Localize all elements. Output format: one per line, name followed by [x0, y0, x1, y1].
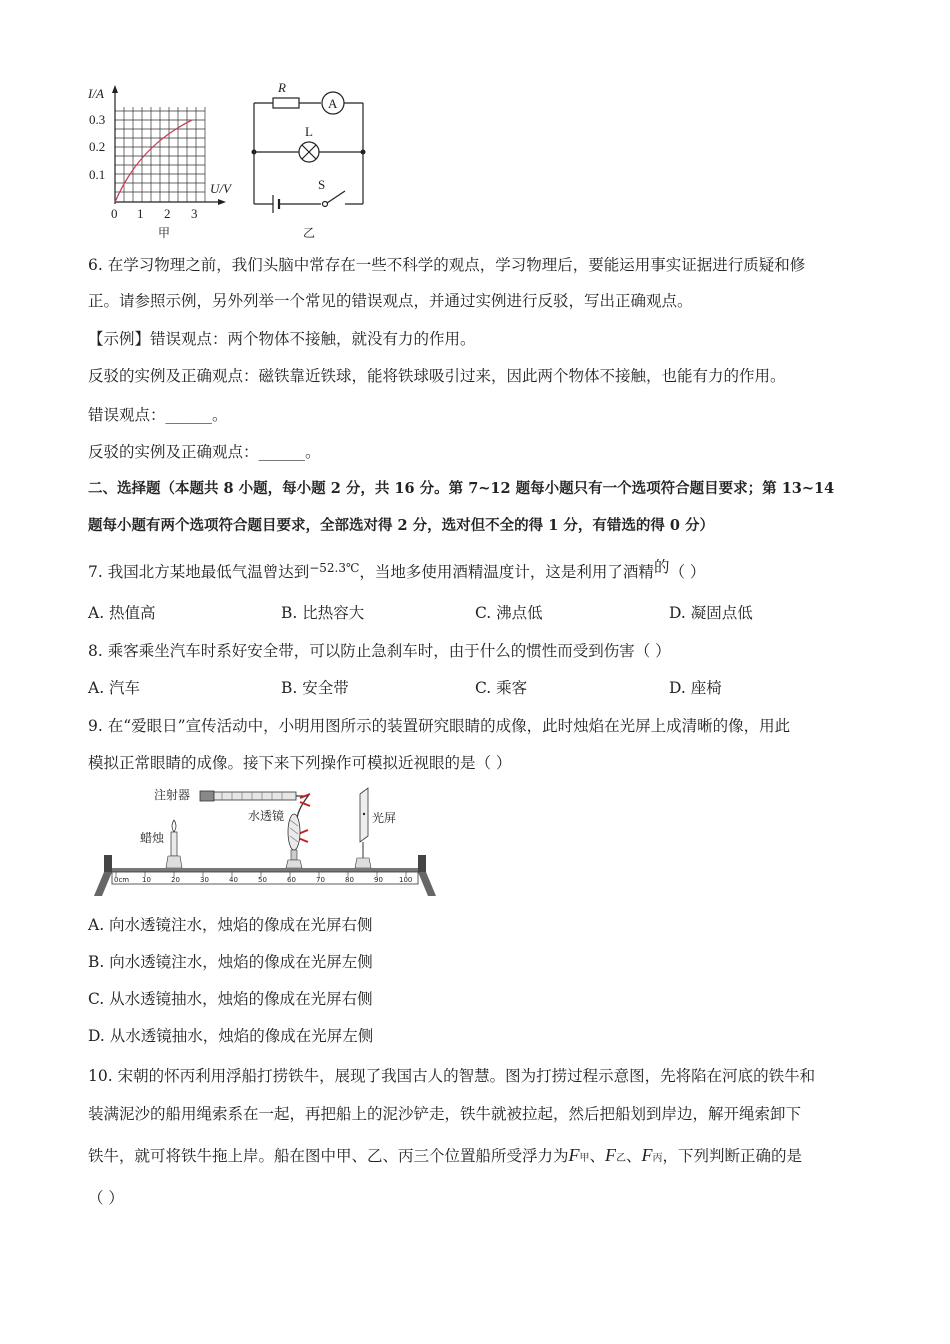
- q8-option-b[interactable]: B. 安全带: [281, 679, 349, 697]
- ruler-tick-60: 60: [287, 876, 296, 884]
- q7-option-a[interactable]: A. 热值高: [88, 604, 156, 622]
- q10-force-bing: F: [641, 1145, 653, 1165]
- q8-option-a[interactable]: A. 汽车: [88, 679, 141, 697]
- q10-line-3a: 铁牛，就可将铁牛拖上岸。船在图中甲、乙、丙三个位置船所受浮力为: [88, 1147, 569, 1165]
- iu-graph-figure: [80, 82, 250, 242]
- q10-force-yi: F: [605, 1145, 617, 1165]
- x-tick-3: 3: [191, 206, 198, 221]
- ruler-tick-10: 10: [142, 876, 151, 884]
- q10-force-yi-sub: 乙: [616, 1153, 627, 1164]
- ruler-tick-100: 100: [399, 876, 413, 884]
- q9-option-c[interactable]: C. 从水透镜抽水，烛焰的像成在光屏右侧: [88, 990, 373, 1008]
- q6-line-2: 正。请参照示例，另外列举一个常见的错误观点，并通过实例进行反驳，写出正确观点。: [88, 292, 693, 310]
- candle-label: 蜡烛: [140, 831, 165, 845]
- q10-line-3: [88, 1146, 802, 1165]
- ruler-unit: 0cm: [114, 876, 130, 884]
- q6-example: 【示例】错误观点：两个物体不接触，就没有力的作用。: [88, 330, 476, 348]
- iu-curve: [115, 120, 192, 202]
- q8-stem: 8. 乘客乘坐汽车时系好安全带，可以防止急刹车时，由于什么的惯性而受到伤害（ ）: [88, 642, 671, 660]
- resistor-label: R: [278, 80, 286, 95]
- section-2-header-line-2: 题每小题有两个选项符合题目要求，全部选对得 2 分，选对但不全的得 1 分，有错选的得 0 分）: [88, 517, 715, 534]
- q6-blank-wrong-view: 错误观点：______。: [88, 406, 228, 424]
- q10-separator-2: 、: [626, 1147, 642, 1165]
- q10-line-2: 装满泥沙的船用绳索系在一起，再把船上的泥沙铲走，铁牛就被拉起，然后把船划到岸边，解开绳索卸下: [88, 1105, 802, 1123]
- q7-stem-c: 的: [653, 558, 670, 576]
- resistor: [273, 98, 299, 108]
- q7-stem: [88, 558, 706, 581]
- y-axis-label: I/A: [88, 86, 104, 101]
- q10-force-jia: F: [568, 1145, 580, 1165]
- ruler-tick-40: 40: [229, 876, 238, 884]
- q7-option-b[interactable]: B. 比热容大: [281, 604, 365, 622]
- ruler-tick-50: 50: [258, 876, 267, 884]
- ruler-tick-20: 20: [171, 876, 180, 884]
- x-tick-0: 0: [111, 206, 118, 221]
- water-lens: [286, 814, 302, 868]
- candle: [166, 820, 182, 868]
- q9-line-2: 模拟正常眼睛的成像。接下来下列操作可模拟近视眼的是（ ）: [88, 754, 512, 772]
- q7-stem-a: 7. 我国北方某地最低气温曾达到: [88, 563, 310, 581]
- x-axis-label: U/V: [210, 181, 231, 196]
- optical-bench-figure: [92, 782, 452, 900]
- y-axis-arrow: [112, 85, 118, 93]
- q8-option-d[interactable]: D. 座椅: [669, 679, 722, 697]
- q10-force-bing-sub: 丙: [652, 1153, 663, 1164]
- x-axis-arrow: [218, 199, 226, 205]
- graph-grid: [115, 107, 205, 202]
- ruler-tick-70: 70: [316, 876, 325, 884]
- light-screen: [355, 788, 371, 868]
- q10-force-jia-sub: 甲: [579, 1153, 590, 1164]
- switch-blade: [327, 191, 345, 203]
- q8-option-c[interactable]: C. 乘客: [475, 679, 528, 697]
- screen-label: 光屏: [372, 811, 397, 825]
- q9-line-1: 9. 在“爱眼日”宣传活动中，小明用图所示的装置研究眼睛的成像，此时烛焰在光屏上成清晰的像，用此: [88, 717, 791, 735]
- q7-stem-d: （ ）: [669, 563, 706, 581]
- q10-line-1: 10. 宋朝的怀丙利用浮船打捞铁牛，展现了我国古人的智慧。图为打捞过程示意图，先将陷在河底的铁牛和: [88, 1067, 816, 1085]
- switch-contact: [323, 202, 328, 207]
- y-tick-01: 0.1: [89, 167, 106, 182]
- lamp-label: L: [305, 124, 313, 139]
- water-lens-label: 水透镜: [248, 809, 285, 823]
- q7-temperature: −52.3℃: [309, 561, 360, 575]
- q10-separator-1: 、: [589, 1147, 606, 1165]
- section-2-header-line-1: 二、选择题（本题共 8 小题，每小题 2 分，共 16 分。第 7~12 题每小题只有一个选项符合题目要求；第 13~14: [88, 480, 835, 497]
- ruler-tick-80: 80: [345, 876, 354, 884]
- q10-line-3b: ，下列判断正确的是: [662, 1147, 803, 1165]
- q10-line-4: （ ）: [88, 1189, 124, 1207]
- q9-option-b[interactable]: B. 向水透镜注水，烛焰的像成在光屏左侧: [88, 953, 373, 971]
- figure-caption-jia: 甲: [158, 226, 171, 240]
- switch-label: S: [318, 177, 326, 192]
- y-tick-03: 0.3: [89, 112, 106, 127]
- y-tick-02: 0.2: [89, 139, 106, 154]
- q6-blank-rebuttal: 反驳的实例及正确观点：______。: [88, 443, 321, 461]
- q9-option-d[interactable]: D. 从水透镜抽水，烛焰的像成在光屏左侧: [88, 1027, 374, 1045]
- q6-line-1: 6. 在学习物理之前，我们头脑中常存在一些不科学的观点，学习物理后，要能运用事实证据进行质疑和修: [88, 256, 806, 274]
- x-tick-1: 1: [137, 206, 144, 221]
- q7-option-c[interactable]: C. 沸点低: [475, 604, 543, 622]
- circuit-figure: [245, 78, 375, 243]
- ruler-tick-30: 30: [200, 876, 209, 884]
- q7-stem-b: ，当地多使用酒精温度计，这是利用了酒精: [359, 563, 654, 581]
- q9-option-a[interactable]: A. 向水透镜注水，烛焰的像成在光屏右侧: [88, 916, 373, 934]
- ruler-tick-90: 90: [374, 876, 383, 884]
- q6-rebuttal-example: 反驳的实例及正确观点：磁铁靠近铁球，能将铁球吸引过来，因此两个物体不接触，也能有力的作用。: [88, 367, 786, 385]
- q7-option-d[interactable]: D. 凝固点低: [669, 604, 753, 622]
- ammeter-label: A: [328, 96, 338, 111]
- x-tick-2: 2: [164, 206, 171, 221]
- figure-caption-yi: 乙: [303, 226, 316, 240]
- syringe-label: 注射器: [154, 788, 191, 802]
